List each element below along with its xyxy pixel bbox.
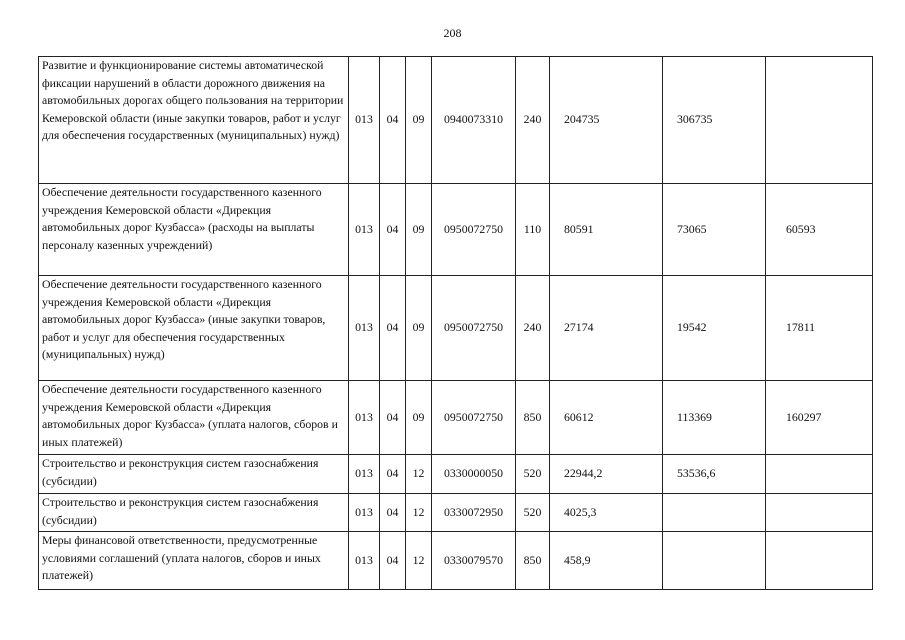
row-name: Обеспечение деятельности государственного казенного учреждения Кемеровской области «Дирекция автомобильных дорог Кузбасса» (иные закупки товаров, работ и услуг для обеспечения государственных (муниципальных) нужд) bbox=[39, 276, 349, 381]
target-article-code: 0950072750 bbox=[432, 276, 516, 381]
section-code: 04 bbox=[380, 276, 406, 381]
table-row bbox=[39, 57, 873, 184]
row-name: Меры финансовой ответственности, предусмотренные условиями соглашений (уплата налогов, сборов и иных платежей) bbox=[39, 532, 349, 590]
ministry-code: 013 bbox=[349, 494, 380, 532]
ministry-code: 013 bbox=[349, 57, 380, 184]
target-article-code: 0950072750 bbox=[432, 381, 516, 455]
amount-1: 458,9 bbox=[550, 532, 663, 590]
amount-3: 17811 bbox=[766, 276, 873, 381]
amount-1: 204735 bbox=[550, 57, 663, 184]
expense-type-code: 110 bbox=[516, 184, 550, 276]
table-row bbox=[39, 381, 873, 455]
amount-3 bbox=[766, 57, 873, 184]
budget-table bbox=[38, 56, 873, 590]
amount-3 bbox=[766, 494, 873, 532]
ministry-code: 013 bbox=[349, 532, 380, 590]
section-code: 04 bbox=[380, 455, 406, 494]
ministry-code: 013 bbox=[349, 276, 380, 381]
amount-1: 4025,3 bbox=[550, 494, 663, 532]
table-row bbox=[39, 276, 873, 381]
target-article-code: 0330000050 bbox=[432, 455, 516, 494]
target-article-code: 0950072750 bbox=[432, 184, 516, 276]
page-number: 208 bbox=[443, 26, 462, 40]
subsection-code: 09 bbox=[406, 184, 432, 276]
section-code: 04 bbox=[380, 184, 406, 276]
subsection-code: 09 bbox=[406, 381, 432, 455]
amount-1: 27174 bbox=[550, 276, 663, 381]
expense-type-code: 520 bbox=[516, 494, 550, 532]
amount-3 bbox=[766, 532, 873, 590]
target-article-code: 0330072950 bbox=[432, 494, 516, 532]
target-article-code: 0940073310 bbox=[432, 57, 516, 184]
row-name: Обеспечение деятельности государственного казенного учреждения Кемеровской области «Дирекция автомобильных дорог Кузбасса» (расходы на выплаты персоналу казенных учреждений) bbox=[39, 184, 349, 276]
amount-2: 19542 bbox=[663, 276, 766, 381]
ministry-code: 013 bbox=[349, 455, 380, 494]
expense-type-code: 240 bbox=[516, 276, 550, 381]
ministry-code: 013 bbox=[349, 381, 380, 455]
amount-2: 73065 bbox=[663, 184, 766, 276]
amount-3: 60593 bbox=[766, 184, 873, 276]
amount-2 bbox=[663, 494, 766, 532]
amount-2: 53536,6 bbox=[663, 455, 766, 494]
amount-2: 306735 bbox=[663, 57, 766, 184]
row-name: Строительство и реконструкция систем газоснабжения (субсидии) bbox=[39, 494, 349, 532]
expense-type-code: 850 bbox=[516, 381, 550, 455]
table-row bbox=[39, 184, 873, 276]
section-code: 04 bbox=[380, 532, 406, 590]
amount-3: 160297 bbox=[766, 381, 873, 455]
subsection-code: 12 bbox=[406, 494, 432, 532]
amount-1: 80591 bbox=[550, 184, 663, 276]
subsection-code: 09 bbox=[406, 57, 432, 184]
expense-type-code: 520 bbox=[516, 455, 550, 494]
subsection-code: 12 bbox=[406, 455, 432, 494]
amount-3 bbox=[766, 455, 873, 494]
target-article-code: 0330079570 bbox=[432, 532, 516, 590]
table-row bbox=[39, 532, 873, 590]
ministry-code: 013 bbox=[349, 184, 380, 276]
table-row bbox=[39, 455, 873, 494]
amount-1: 22944,2 bbox=[550, 455, 663, 494]
row-name: Обеспечение деятельности государственного казенного учреждения Кемеровской области «Дирекция автомобильных дорог Кузбасса» (уплата налогов, сборов и иных платежей) bbox=[39, 381, 349, 455]
section-code: 04 bbox=[380, 57, 406, 184]
section-code: 04 bbox=[380, 494, 406, 532]
amount-2 bbox=[663, 532, 766, 590]
row-name: Строительство и реконструкция систем газоснабжения (субсидии) bbox=[39, 455, 349, 494]
section-code: 04 bbox=[380, 381, 406, 455]
row-name: Развитие и функционирование системы автоматической фиксации нарушений в области дорожного движения на автомобильных дорогах общего пользования на территории Кемеровской области (иные закупки товаров, работ и услуг для обеспечения государственных (муниципальных) нужд) bbox=[39, 57, 349, 184]
amount-2: 113369 bbox=[663, 381, 766, 455]
table-row bbox=[39, 494, 873, 532]
subsection-code: 09 bbox=[406, 276, 432, 381]
expense-type-code: 850 bbox=[516, 532, 550, 590]
expense-type-code: 240 bbox=[516, 57, 550, 184]
amount-1: 60612 bbox=[550, 381, 663, 455]
subsection-code: 12 bbox=[406, 532, 432, 590]
